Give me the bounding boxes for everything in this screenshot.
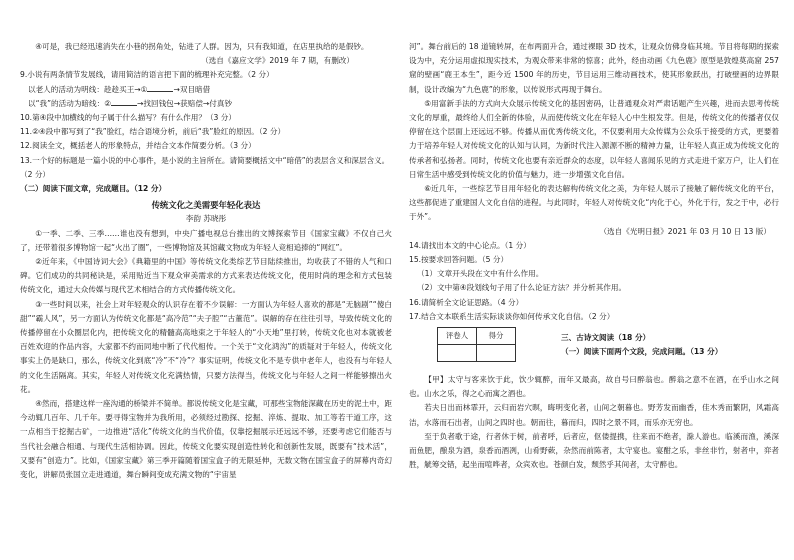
question-9: 9.小说有两条情节发展线，请用简洁的语言把下面的梳理补充完整。（2 分） <box>20 70 274 80</box>
classical-paragraph-3: 至于负者歌于途，行者休于树，前者呼，后者应，伛偻提携，往来而不绝者，滁人游也。临溪而渔，溪深而鱼肥，酿泉为酒，泉香而酒冽，山肴野蔌，杂然而前陈者，太守宴也。宴酣之乐，非丝非竹，射者中，弈者胜，觥筹交错，起坐而喧哗者，众宾欢也。苍颜白发，颓然乎其间者，太守醉也。 <box>409 431 779 470</box>
score-table-header-grader: 评卷人 <box>438 328 477 345</box>
answer-blank-1[interactable] <box>147 83 173 92</box>
question-15-part-1: （1）文章开头段在文中有什么作用。 <box>417 269 544 279</box>
article-paragraph-1: ①一季、二季、三季……谁也没有想到，中央广播电视总台推出的文博探索节目《国家宝藏》不仅自己火了，还带着很多博物馆一起“火出了圈”，一些博物馆及其馆藏文物成为年轻人竞相追捧的“网红”。 <box>20 228 392 252</box>
question-12: 12.阅读全文，概括老人的形象特点，并结合文本作简要分析。（3 分） <box>20 141 256 151</box>
story-source: （选自《嘉应文学》2019 年 7 期，有删改） <box>201 56 354 66</box>
section-3-heading: 三、古诗文阅读（18 分） <box>561 333 651 343</box>
question-15: 15.按要求回答问题。（5 分） <box>409 255 509 265</box>
article-title: 传统文化之美需要年轻化表达 <box>151 200 261 211</box>
article-paragraph-5: ⑤用富新手法的方式向大众展示传统文化的基因密码，让普通观众对严肃话题产生兴趣，进而去思考传统文化的厚重，最终给人们全新的体验，从而使传统文化在年轻人心中生根发芽。但是，传统文化的传播者仅仅停留在这个层面上还远远不够。传播从而优秀传统文化，不仅要利用大众传媒为公众乐于接受的方式，更要着力于培养年轻人对传统文化的认知与认同，为新时代注入源源不断的精神力量，让年轻人真正成为传统文化的传承者和弘扬者。同时，传统文化也要有亲近群众的态度，以年轻人喜闻乐见的方式走进千家万户，让人们在日常生活中感受到传统文化的价值与魅力，进一步增强文化自信。 <box>409 98 779 179</box>
article-paragraph-3: ③一些时间以来，社会上对年轻观众的认识存在着不少误解：一方面认为年轻人喜欢的都是“无脑剧”“傻白甜”“霸人风”，另一方面认为传统文化都是“高冷范”“夫子腔”“古董范”。误解的存在往往引导，导致传统文化的传播停留在小众圈层化内，把传统文化的精髓高高地束之于年轻人的“小天地”里打转，传统文化也对本就被老百姓欢迎的作品内容，大家都不约而同地中断了代代相传。一个关于“文化鸿沟”的质疑对于年轻人，传统文化事实上仍是缺口，那么，传统文化到底“冷”不“冷”？事实证明，传统文化不是专供中老年人，也没有与年轻人的文化生活隔离。其实，年轻人对传统文化充满热情，只要方法得当，传统文化与年轻人之间一样能够擦出火花。 <box>20 299 392 394</box>
article-paragraph-2: ②近年来，《中国诗词大会》《典籍里的中国》等传统文化类综艺节目陆续推出，均收获了不错的人气和口碑。它们成功的共同秘诀是，采用贴近当下观众审美需求的方式来表达传统文化，使用时尚的理念和方式包装传统文化，通过大众传媒与现代艺术相结合的方式传播传统文化。 <box>20 257 392 295</box>
question-9-line-1-suffix: →双目暗借 <box>173 84 211 94</box>
article-paragraph-4: ④然而，搭建这样一座沟通的桥梁并不简单。都说传统文化是宝藏，可那些宝物能深藏在历史的泥土中，距今动辄几百年、几千年。要寻得宝物并为我所用，必须经过勘探、挖掘、淬炼、提取、加工等若干道工序，这一点相当于挖掘古矿，一边推进“活化”传统文化的当代价值，仅靠挖掘展示还远远不够，还要考虑它们能否与当代社会融合相通、与现代生活相协调。因此，传统文化要实现创造性转化和创新性发展，既要有“技术活”，又要有“创造力”。比如，《国家宝藏》第三季开篇随着国宝盒子的无限延伸，无数文物在国宝盒子的屏幕内奇幻变化，讲解员张国立走进通道，舞台瞬间变成充满文物的“宇宙星 <box>20 399 392 480</box>
section-3-headings <box>561 331 722 359</box>
story-paragraph-4: ④可是，我已经迅速消失在小巷的拐角处，钻进了人群。因为，只有我知道，在店里执给的是假钞。 <box>35 42 369 51</box>
score-table-cell-score[interactable] <box>477 345 516 362</box>
article-source: （选自《光明日报》2021 年 03 月 10 日 13 版） <box>599 226 771 236</box>
question-13: 13.一个好的标题是一篇小说的中心事件，是小说的主旨所在。请简要概括文中“暗借”的表层含义和深层含义。（2 分） <box>20 155 390 179</box>
classical-paragraph-1: 【甲】太守与客来饮于此，饮少辄醉，而年又最高，故自号曰醉翁也。醉翁之意不在酒，在乎山水之间也。山水之乐，得之心而寓之酒也。 <box>409 375 779 399</box>
score-section <box>409 327 779 373</box>
question-9-line-2-suffix: →找回钱包→获赔偿→付真钞 <box>137 98 233 108</box>
question-15-part-2: （2）文中第④段划线句子用了什么论证方法？并分析其作用。 <box>417 283 627 293</box>
score-table <box>437 327 516 362</box>
left-column <box>20 40 392 482</box>
question-9-line-1 <box>20 83 392 97</box>
question-9-line-2-prefix: 以“我”的活动为暗线：② <box>28 98 112 108</box>
article-paragraph-4-continued: 河”。舞台前后的 18 道镜转屏，在布两面升合，通过裸眼 3D 技术，让观众仿佛身临其境。节目将每期的探索设为中，充分运用虚拟现实技术，为观众带来非常的惊喜；此外，经由动画《九色鹿》原型是敦煌莫高窟 257 窟的壁画“鹿王本生”，距今近 1500 年的历史，节目运用三维动画技术，使其形象跃出，打破壁画的边界限制，设计改编为“九色鹿”的形象，以传说形式再现于舞台。 <box>409 42 779 94</box>
answer-blank-2[interactable] <box>111 97 137 106</box>
question-9-line-1-prefix: 以老人的活动为明线：趁趁买王→① <box>28 84 148 94</box>
question-10: 10.第④段中加横线的句子属于什么描写？有什么作用？（3 分） <box>20 113 236 123</box>
question-11: 11.②④段中都写到了“我”脸红，结合语境分析，前后“我”脸红的原因。（2 分） <box>20 127 286 137</box>
score-table-cell-grader[interactable] <box>438 345 477 362</box>
question-17: 17.结合文本联系生活实际谈谈你如何传承文化自信。（2 分） <box>409 311 615 321</box>
article-author: 李韵 苏晓彤 <box>185 214 227 224</box>
right-column <box>409 40 779 472</box>
section-3-subheading: （一）阅读下面两个文段，完成问题。（13 分） <box>561 347 723 357</box>
question-16: 16.请简析全文论证思路。（4 分） <box>409 297 524 307</box>
question-14: 14.请找出本文的中心论点。（1 分） <box>409 240 531 250</box>
classical-paragraph-2: 若夫日出而林霏开，云归而岩穴暝，晦明变化者，山间之朝暮也。野芳发而幽香，佳木秀而繁阴，风霜高洁，水落而石出者，山间之四时也。朝而往，暮而归，四时之景不同，而乐亦无穷也。 <box>409 403 779 427</box>
question-9-line-2 <box>20 97 392 111</box>
section-2-heading: （二）阅读下面文章，完成题目。（12 分） <box>20 184 167 194</box>
score-table-header-score: 得分 <box>477 328 516 345</box>
article-paragraph-6: ⑥近几年，一些综艺节目用年轻化的表达解构传统文化之美，为年轻人展示了接触了解传统文化的平台，这些都促进了重建国人文化自信的进程。与此同时，年轻人对传统文化“内化于心，外化于行，发之于中，必行于外”。 <box>409 184 779 222</box>
